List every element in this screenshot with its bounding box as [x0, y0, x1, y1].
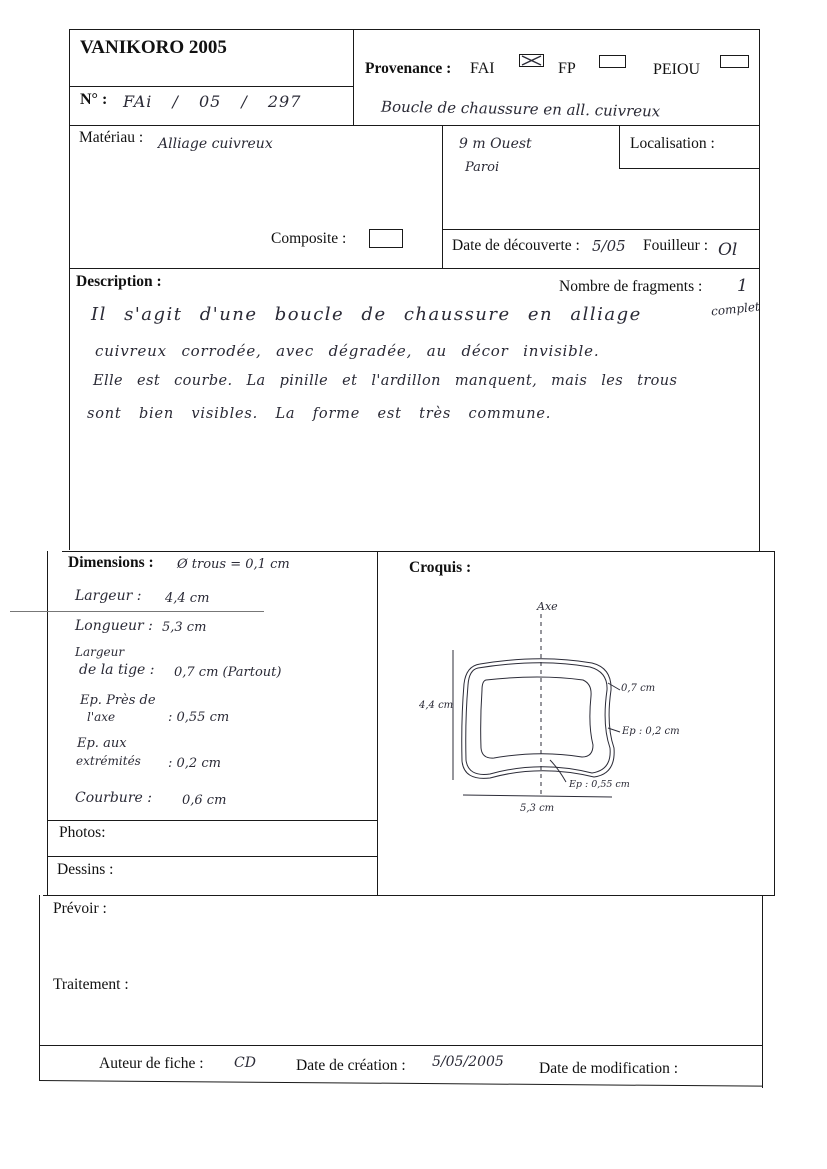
sketch-tige-leader: [608, 683, 620, 690]
localisation-box-bottom: [619, 168, 760, 169]
provenance-label: Provenance :: [365, 60, 452, 77]
provenance-fp-checkbox[interactable]: [599, 55, 626, 68]
right-border-upper: [759, 29, 760, 552]
description-label: Description :: [76, 273, 162, 290]
fragments-label: Nombre de fragments :: [559, 278, 703, 295]
number-value[interactable]: FAi / 05 / 297: [123, 92, 302, 111]
croquis-ep-bottom-label: Ep : 0,55 cm: [569, 779, 630, 790]
sketch-outer-contour: [466, 663, 610, 775]
location-note-line1[interactable]: 9 m Ouest: [459, 136, 532, 152]
description-line[interactable]: Elle est courbe. La pinille et l'ardillon manquent, mais les trous: [93, 373, 678, 389]
longueur-label: Longueur :: [75, 618, 153, 634]
localisation-label: Localisation :: [630, 135, 715, 152]
fragments-note[interactable]: complet: [710, 299, 761, 319]
sketch-ep-bottom-leader: [550, 760, 566, 782]
fragments-value[interactable]: 1: [737, 276, 748, 296]
ep-axe-label: Ep. Près de: [80, 693, 156, 708]
date-decouverte-label: Date de découverte :: [452, 237, 580, 254]
croquis-col-divider: [377, 551, 378, 896]
localisation-box-left: [619, 125, 620, 168]
description-line[interactable]: Il s'agit d'une boucle de chaussure en alliage: [91, 304, 642, 325]
right-border-middle: [774, 551, 775, 896]
provenance-fp-label: FP: [558, 60, 576, 77]
materiau-label: Matériau :: [79, 129, 144, 146]
footer-top: [39, 1045, 762, 1046]
croquis-label: Croquis :: [409, 559, 472, 576]
check-mark-icon: [520, 55, 543, 66]
courbure-label: Courbure :: [75, 790, 152, 806]
largeur-tige-value[interactable]: 0,7 cm (Partout): [174, 665, 282, 680]
sketch-outer-contour-2: [462, 659, 614, 779]
date-creation-value[interactable]: 5/05/2005: [432, 1054, 504, 1070]
sketch-width-dimension: [463, 795, 612, 797]
dessins-label: Dessins :: [57, 861, 114, 878]
description-line[interactable]: sont bien visibles. La forme est très commune.: [87, 406, 552, 422]
dimensions-label: Dimensions :: [68, 554, 154, 571]
largeur-label: Largeur :: [75, 588, 142, 604]
photos-bottom: [47, 856, 378, 857]
provenance-fai-checkbox[interactable]: [519, 54, 544, 67]
number-label: N° :: [80, 91, 108, 108]
discovery-row-top: [442, 229, 760, 230]
fouilleur-value[interactable]: Ol: [718, 240, 738, 260]
provenance-peiou-checkbox[interactable]: [720, 55, 749, 68]
ep-extremites-label: extrémités: [76, 754, 141, 768]
header-divider: [69, 86, 354, 87]
bottom-border: [39, 1080, 762, 1087]
sketch-inner-contour: [481, 677, 593, 758]
materiau-col-divider: [442, 125, 443, 268]
traitement-label: Traitement :: [53, 976, 129, 993]
description-top: [69, 268, 760, 269]
dimensions-trous[interactable]: Ø trous = 0,1 cm: [177, 557, 290, 572]
left-border-upper: [69, 29, 70, 550]
date-creation-label: Date de création :: [296, 1057, 406, 1074]
date-modification-label: Date de modification :: [539, 1060, 679, 1077]
left-border-lower: [39, 895, 40, 1080]
largeur-tige-label: Largeur: [75, 645, 125, 659]
prevoir-label: Prévoir :: [53, 900, 107, 917]
largeur-underline: [10, 611, 264, 612]
fouilleur-label: Fouilleur :: [643, 237, 709, 254]
croquis-height-label: 4,4 cm: [419, 700, 454, 711]
croquis-axe-label: Axe: [537, 600, 558, 613]
auteur-value[interactable]: CD: [234, 1055, 256, 1071]
largeur-tige-label: de la tige :: [79, 662, 155, 678]
page-title: VANIKORO 2005: [80, 37, 227, 58]
object-name[interactable]: Boucle de chaussure en all. cuivreux: [380, 97, 661, 121]
materiau-value[interactable]: Alliage cuivreux: [158, 136, 273, 152]
ep-extremites-label: Ep. aux: [77, 736, 127, 751]
right-border-lower: [762, 895, 763, 1088]
ep-extremites-value[interactable]: : 0,2 cm: [168, 756, 221, 771]
description-line[interactable]: cuivreux corrodée, avec dégradée, au décor invisible.: [95, 342, 600, 360]
croquis-width-label: 5,3 cm: [520, 803, 555, 814]
provenance-fai-label: FAI: [470, 60, 495, 77]
composite-label: Composite :: [271, 230, 347, 247]
ep-axe-value[interactable]: : 0,55 cm: [168, 710, 230, 725]
date-decouverte-value[interactable]: 5/05: [592, 237, 626, 255]
location-note-line2[interactable]: Paroi: [465, 160, 500, 175]
header-col-divider: [353, 29, 354, 126]
dimensions-bottom: [47, 820, 378, 821]
provenance-peiou-label: PEIOU: [653, 61, 701, 78]
longueur-value[interactable]: 5,3 cm: [162, 620, 207, 635]
composite-checkbox[interactable]: [369, 229, 403, 248]
middle-bottom: [43, 895, 774, 896]
croquis-tige-label: 0,7 cm: [621, 683, 656, 694]
top-border: [69, 29, 760, 30]
ep-axe-label: l'axe: [87, 710, 116, 724]
description-bottom: [62, 551, 775, 552]
photos-label: Photos:: [59, 824, 106, 841]
courbure-value[interactable]: 0,6 cm: [182, 793, 227, 808]
croquis-ep-side-label: Ep : 0,2 cm: [622, 726, 680, 737]
largeur-value[interactable]: 4,4 cm: [165, 591, 210, 606]
sketch-ep-side-leader: [608, 728, 620, 732]
left-border-middle: [47, 551, 48, 896]
number-row-bottom: [69, 125, 760, 126]
auteur-label: Auteur de fiche :: [99, 1055, 204, 1072]
